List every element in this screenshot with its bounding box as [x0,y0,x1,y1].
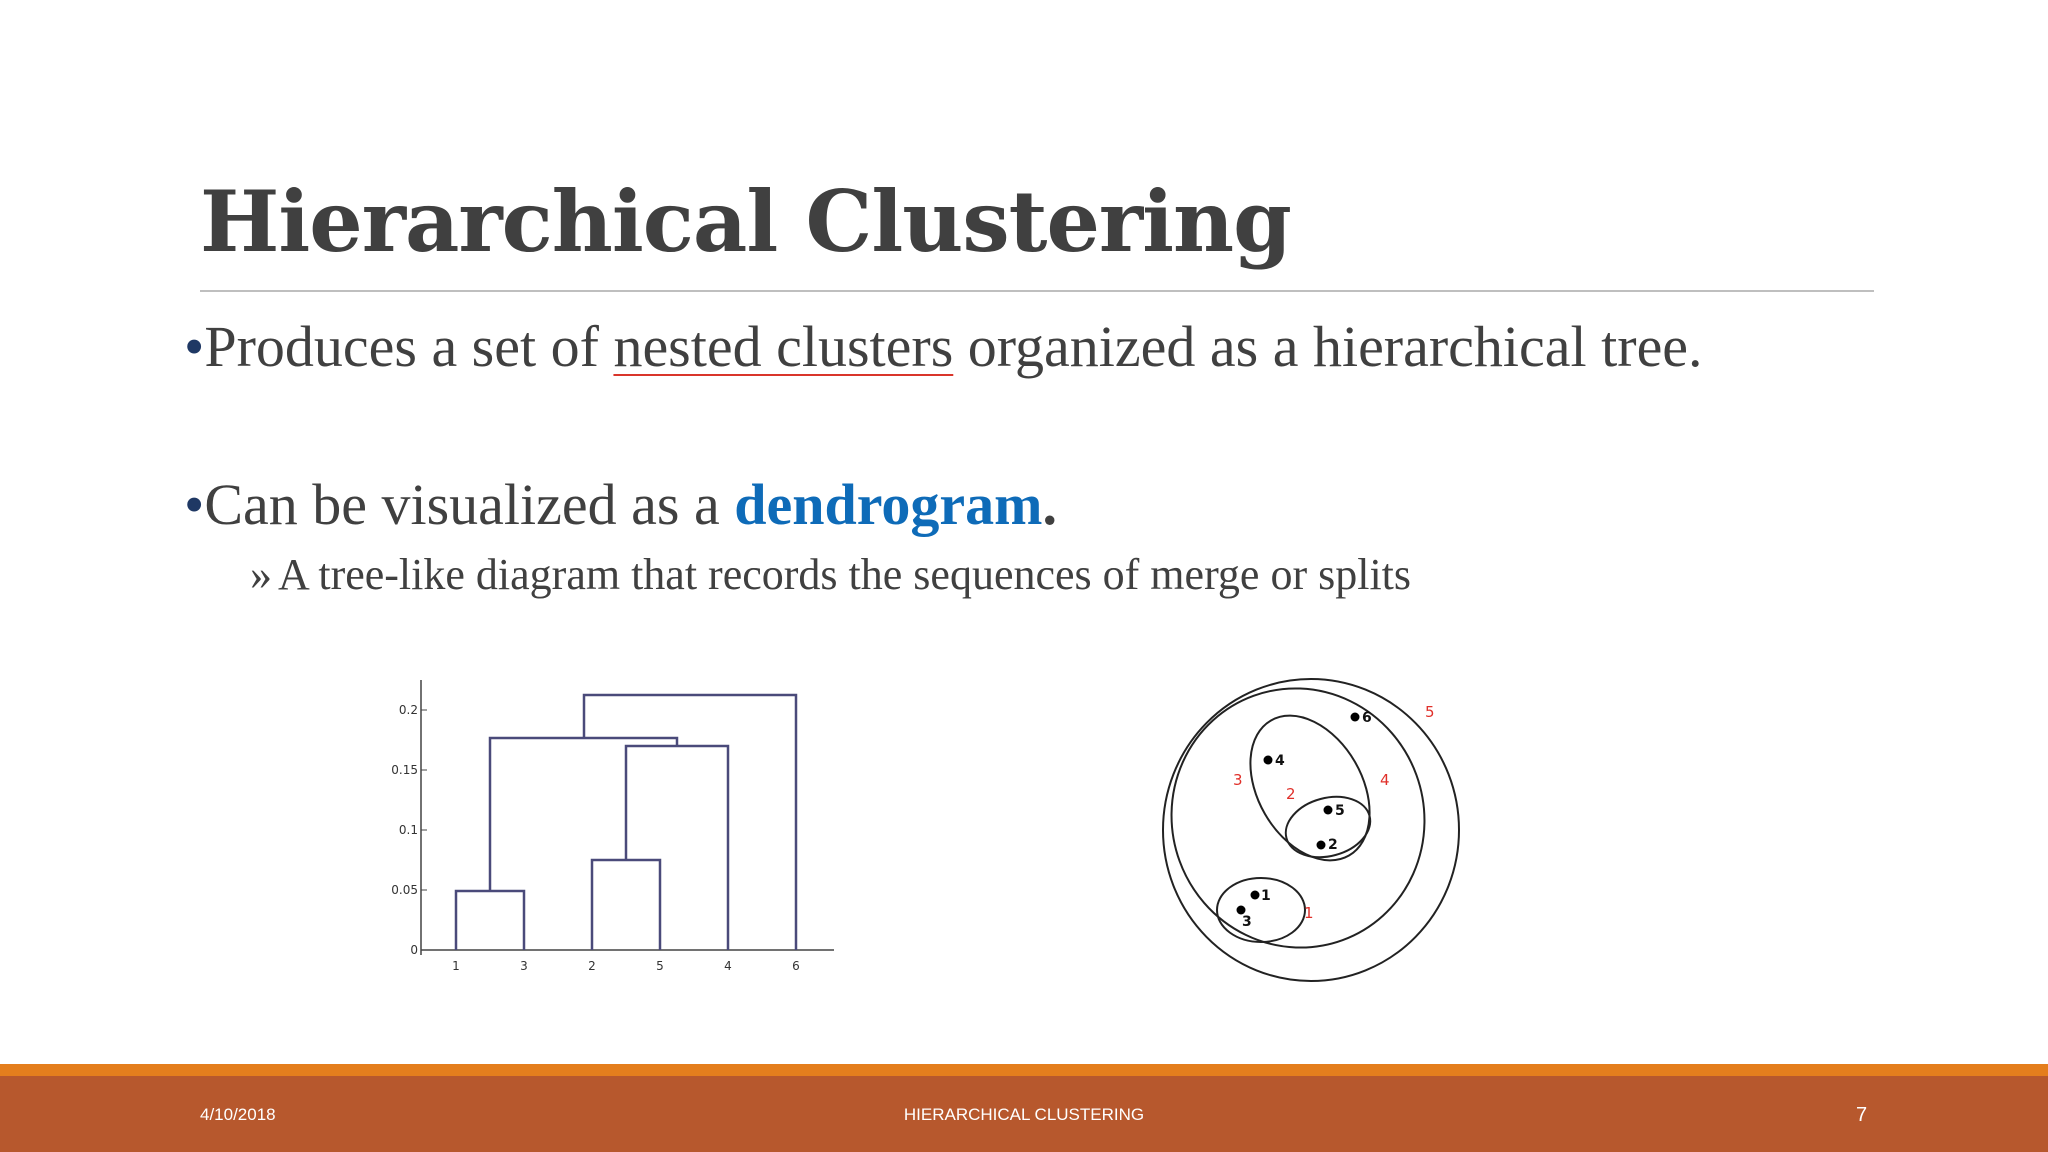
merge-link-1-3 [456,891,524,950]
bullet-nested-clusters [184,314,1874,380]
bullet-marker: • [184,472,205,537]
cluster-4-outline [1150,670,1461,983]
point-label-3: 3 [1242,914,1252,930]
cluster-label-1: 1 [1304,904,1314,922]
slide-number: 7 [1856,1104,1868,1126]
cluster-5-outline [1163,679,1459,981]
point-1 [1251,891,1260,900]
point-label-4: 4 [1275,753,1285,769]
dendrogram-keyword: dendrogram [734,472,1043,537]
y-tick-label: 0.2 [398,703,418,717]
point-label-6: 6 [1362,710,1372,726]
y-tick-label: 0 [410,943,418,957]
merge-link-2-5 [592,860,660,950]
dendrogram-figure [380,670,850,990]
leaf-label: 6 [792,959,800,973]
point-5 [1324,806,1333,815]
nested-clusters-figure [1150,670,1490,990]
sub-bullet-definition [250,550,1411,600]
footer-date: 4/10/2018 [200,1105,276,1124]
leaf-label: 4 [724,959,732,973]
leaf-label: 3 [520,959,528,973]
bullet-text: . [1042,472,1057,537]
leaf-label: 2 [588,959,596,973]
cluster-label-5: 5 [1425,703,1435,721]
point-2 [1317,841,1326,850]
point-6 [1351,713,1360,722]
point-label-2: 2 [1328,837,1338,853]
footer-title: HIERARCHICAL CLUSTERING [903,1105,1145,1124]
slide-title: Hierarchical Clustering [200,172,1291,271]
cluster-label-2: 2 [1286,785,1296,803]
sub-bullet-text: A tree-like diagram that records the sequences of merge or splits [278,550,1412,599]
leaf-label: 5 [656,959,664,973]
y-tick-label: 0.1 [398,823,418,837]
leaf-label: 1 [452,959,460,973]
bullet-text: organized as a hierarchical tree. [953,314,1703,379]
cluster-label-4: 4 [1380,771,1390,789]
point-label-1: 1 [1261,888,1271,904]
merge-link-25-4 [626,746,728,950]
bullet-marker: • [184,314,205,379]
footer-accent-stripe [0,1064,2048,1076]
y-tick-label: 0.15 [391,763,418,777]
bullet-text: Can be visualized as a [204,472,735,537]
merge-link-13-254 [490,738,677,891]
title-divider [200,290,1874,292]
bullet-dendrogram [184,472,1057,538]
sub-bullet-marker: » [250,550,272,599]
nested-clusters-term: nested clusters [613,314,954,379]
point-4 [1264,756,1273,765]
merge-link-root-6 [584,695,796,950]
point-label-5: 5 [1335,803,1345,819]
bullet-text: Produces a set of [204,314,614,379]
cluster-label-3: 3 [1233,771,1243,789]
y-tick-label: 0.05 [391,883,418,897]
